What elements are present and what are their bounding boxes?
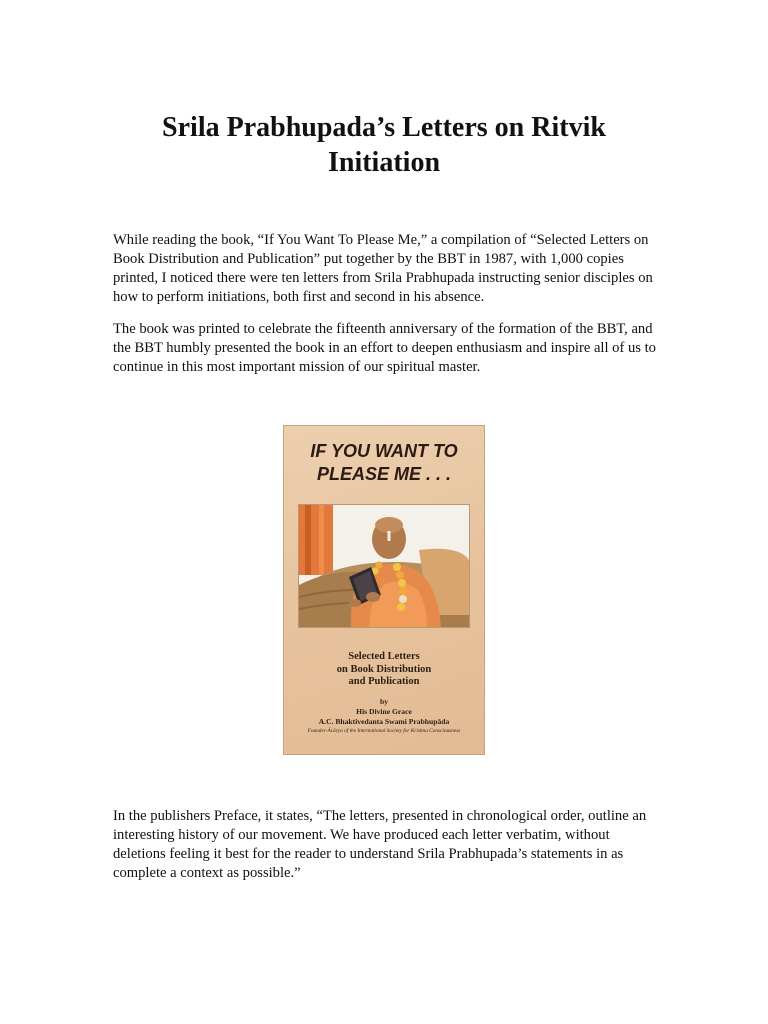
paragraph-anniversary: The book was printed to celebrate the fifteenth anniversary of the formation of the BBT, and the BBT humbly presented the book in an effort to deepen enthusiasm and inspire all of us to continue in this most important mission of our spiritual master.: [113, 321, 656, 375]
paragraph-preface-quote: In the publishers Preface, it states, “The letters, presented in chronological order, outline an interesting history of our movement. We have produced each letter verbatim, without deletions feeling it best for the reader to understand Srila Prabhupada’s statements in as complete a context as possible.”: [113, 808, 647, 881]
book-cover-subtitle-line-3: and Publication: [348, 676, 420, 687]
book-cover-title-line-2: PLEASE ME . . .: [316, 464, 452, 484]
book-cover-author-block: [283, 697, 485, 735]
book-cover-subtitle-line-2: on Book Distribution: [336, 663, 432, 675]
book-cover-photo: [299, 505, 469, 627]
book-cover-founder: Founder-Ācārya of the International Society for Krishna Consciousness: [307, 728, 461, 734]
book-cover-author: A.C. Bhaktivedanta Swami Prabhupāda: [318, 717, 450, 726]
book-cover-image: [283, 425, 485, 755]
book-cover-title-line-1: IF YOU WANT TO: [310, 441, 458, 461]
book-cover-subtitle-line-1: Selected Letters: [348, 651, 420, 662]
book-cover-subtitle: [283, 651, 485, 689]
book-cover-by: by: [379, 697, 389, 706]
book-cover-title: [283, 440, 485, 486]
title-line-2: Initiation: [327, 147, 441, 178]
title-line-1: Srila Prabhupada’s Letters on Ritvik: [162, 112, 606, 143]
book-cover-author-prefix: His Divine Grace: [356, 707, 412, 716]
page-title: [100, 110, 668, 180]
paragraph-intro: While reading the book, “If You Want To Please Me,” a compilation of “Selected Letters on Book Distribution and Publication” put together by the BBT in 1987, with 1,000 copies printed, I noticed there were ten letters from Srila Prabhupada instructing senior disciples on how to perform initiations, both first and second in his absence.: [113, 232, 653, 305]
